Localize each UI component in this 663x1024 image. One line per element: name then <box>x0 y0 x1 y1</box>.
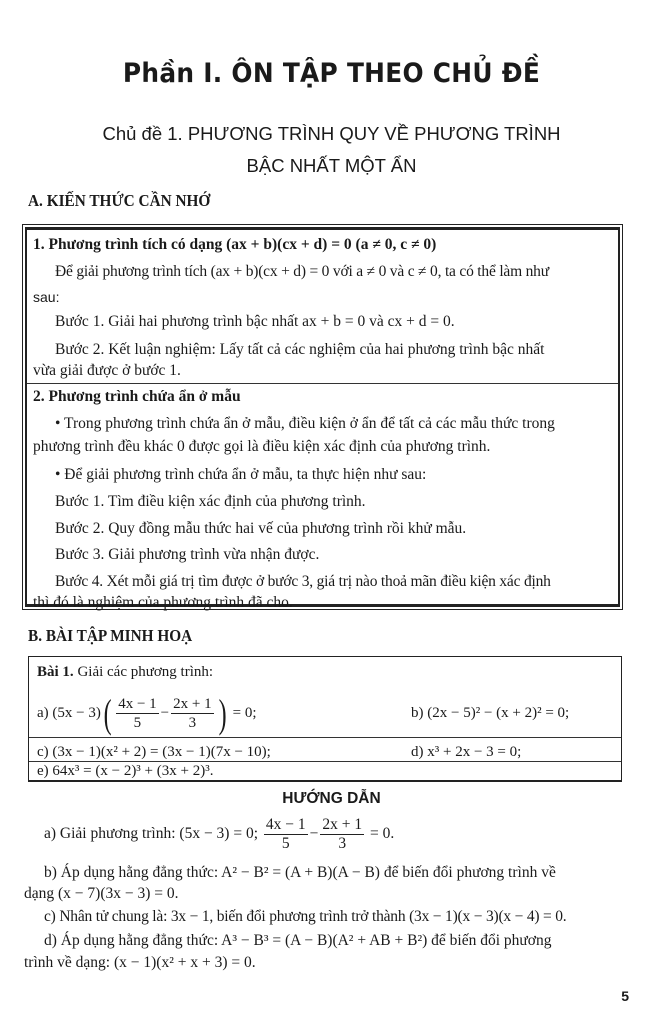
fraction <box>320 816 364 853</box>
item1-step2-line1: Bước 2. Kết luận nghiệm: Lấy tất cả các nghiệm của hai phương trình bậc nhất <box>55 341 545 358</box>
fraction-numerator: 4x − 1 <box>118 696 157 713</box>
guide-d-line1: d) Áp dụng hằng đẳng thức: A³ − B³ = (A − B)(A² + AB + B²) để biến đổi phương <box>44 932 552 949</box>
item2-step2: Bước 2. Quy đồng mẫu thức hai vế của phương trình rồi khử mẫu. <box>55 520 467 537</box>
fraction <box>171 695 213 732</box>
item2-bullet1-line2: phương trình đều khác 0 được gọi là điều kiện xác định của phương trình. <box>33 438 491 455</box>
right-paren: ) <box>218 690 227 736</box>
fraction <box>116 695 158 732</box>
item2-step1: Bước 1. Tìm điều kiện xác định của phương trình. <box>55 493 366 510</box>
minus-sign: − <box>160 705 170 721</box>
item2-step4-line2: thì đó là nghiệm của phương trình đã cho. <box>33 594 293 611</box>
topic-title-line2: BẬC NHẤT MỘT ẨN <box>246 155 417 176</box>
fraction <box>264 816 308 853</box>
item2-step3: Bước 3. Giải phương trình vừa nhận được. <box>55 546 320 563</box>
section-b-heading: B. BÀI TẬP MINH HOẠ <box>28 626 193 645</box>
section-a-heading: A. KIẾN THỨC CẦN NHỚ <box>28 191 211 210</box>
item-divider <box>27 383 618 384</box>
item2-heading: 2. Phương trình chứa ẩn ở mẫu <box>33 388 241 405</box>
page-number: 5 <box>621 988 629 1004</box>
exercise-prompt: Giải các phương trình: <box>77 664 214 680</box>
exercise-label: Bài 1. <box>37 664 74 680</box>
fraction-numerator: 2x + 1 <box>173 696 212 713</box>
exercise-box <box>28 656 622 782</box>
knowledge-box-inner <box>25 227 620 611</box>
guide-d-line2: trình về dạng: (x − 1)(x² + x + 3) = 0. <box>24 954 256 971</box>
guide-c-line: c) Nhân tử chung là: 3x − 1, biến đổi phương trình trở thành (3x − 1)(x − 3)(x − 4) = 0. <box>44 908 567 925</box>
fraction-denominator: 3 <box>338 834 347 852</box>
guide-a-suffix: = 0. <box>370 825 395 842</box>
exercise-a-prefix: a) (5x − 3) <box>37 705 101 721</box>
minus-sign: − <box>309 825 319 842</box>
fraction-numerator: 4x − 1 <box>265 815 306 833</box>
fraction-denominator: 3 <box>188 715 197 732</box>
guide-a-prefix: a) Giải phương trình: (5x − 3) = 0; <box>44 825 259 842</box>
exercise-a-suffix: = 0; <box>232 705 257 721</box>
knowledge-box <box>22 224 623 610</box>
part-title: Phần I. ÔN TẬP THEO CHỦ ĐỀ <box>122 58 541 89</box>
exercise-e: e) 64x³ = (x − 2)³ + (3x + 2)³. <box>37 763 214 779</box>
exercise-a <box>37 691 257 735</box>
item2-bullet2: • Để giải phương trình chứa ẩn ở mẫu, ta thực hiện như sau: <box>55 466 427 483</box>
item1-heading: 1. Phương trình tích có dạng (ax + b)(cx + d) = 0 (a ≠ 0, c ≠ 0) <box>33 236 437 253</box>
exercise-b: b) (2x − 5)² − (x + 2)² = 0; <box>411 705 570 721</box>
item1-step2-line2: vừa giải được ở bước 1. <box>33 362 181 379</box>
guide-b-line1: b) Áp dụng hằng đẳng thức: A² − B² = (A + B)(A − B) để biến đổi phương trình về <box>44 864 556 881</box>
exercise-c: c) (3x − 1)(x² + 2) = (3x − 1)(7x − 10); <box>37 744 271 760</box>
guide-a <box>44 812 394 856</box>
item1-intro-line1: Để giải phương trình tích (ax + b)(cx + d) = 0 với a ≠ 0 và c ≠ 0, ta có thể làm như <box>55 263 549 280</box>
exercise-d: d) x³ + 2x − 3 = 0; <box>411 744 522 760</box>
item1-step1: Bước 1. Giải hai phương trình bậc nhất ax + b = 0 và cx + d = 0. <box>55 313 455 330</box>
fraction-numerator: 2x + 1 <box>322 815 363 833</box>
exercise-divider <box>29 737 621 738</box>
topic-title-line1: Chủ đề 1. PHƯƠNG TRÌNH QUY VỀ PHƯƠNG TRÌNH <box>102 123 561 144</box>
fraction-denominator: 5 <box>133 715 142 732</box>
item2-step4-line1: Bước 4. Xét mỗi giá trị tìm được ở bước 3, giá trị nào thoả mãn điều kiện xác định <box>55 573 551 590</box>
item1-intro-line2: sau: <box>33 289 60 305</box>
left-paren: ( <box>103 690 112 736</box>
guide-title: HƯỚNG DẪN <box>282 790 381 807</box>
fraction-denominator: 5 <box>281 834 290 852</box>
guide-b-line2: dạng (x − 7)(3x − 3) = 0. <box>24 885 179 902</box>
item2-bullet1-line1: • Trong phương trình chứa ẩn ở mẫu, điều kiện ở ẩn để tất cả các mẫu thức trong <box>55 415 555 432</box>
